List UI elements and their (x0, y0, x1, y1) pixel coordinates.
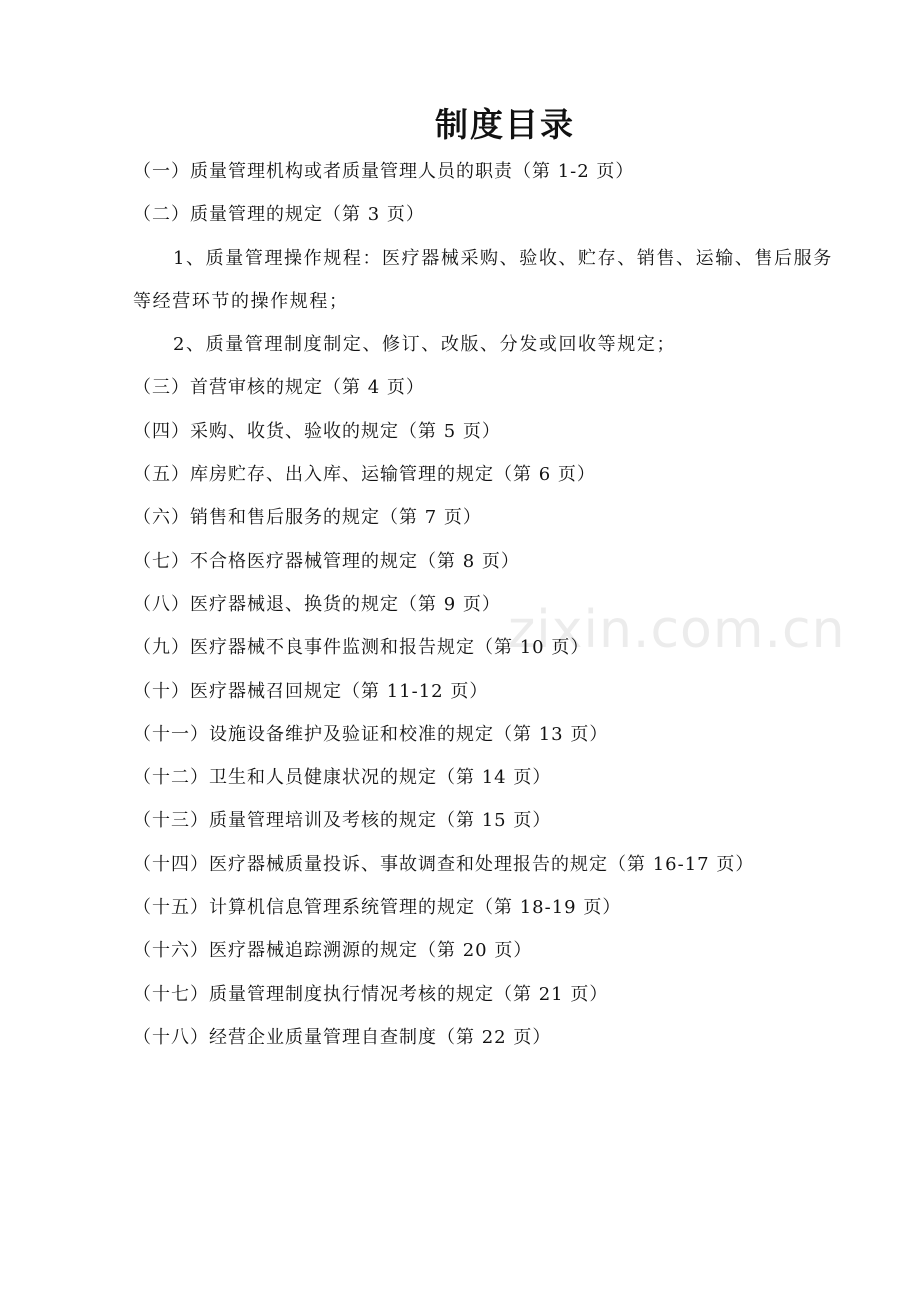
toc-item: （一）质量管理机构或者质量管理人员的职责（第 1-2 页） (133, 161, 635, 182)
toc-item: （十六）医疗器械追踪溯源的规定（第 20 页） (133, 940, 533, 962)
toc-item: （十三）质量管理培训及考核的规定（第 15 页） (133, 810, 552, 832)
toc-subitem: 1、质量管理操作规程：医疗器械采购、验收、贮存、销售、运输、售后服务等经营环节的操作规程； (133, 247, 833, 312)
toc-item: （四）采购、收货、验收的规定（第 5 页） (133, 420, 501, 442)
toc-subitem: 2、质量管理制度制定、修订、改版、分发或回收等规定； (173, 334, 677, 356)
toc-item: （五）库房贮存、出入库、运输管理的规定（第 6 页） (133, 464, 596, 486)
toc-item: （十二）卫生和人员健康状况的规定（第 14 页） (133, 767, 552, 789)
toc-item: （九）医疗器械不良事件监测和报告规定（第 10 页） (133, 637, 590, 659)
toc-item: （三）首营审核的规定（第 4 页） (133, 377, 425, 399)
toc-item: （七）不合格医疗器械管理的规定（第 8 页） (133, 550, 520, 572)
table-of-contents (133, 150, 833, 1059)
toc-item: （十一）设施设备维护及验证和校准的规定（第 13 页） (133, 723, 609, 745)
toc-item: （十七）质量管理制度执行情况考核的规定（第 21 页） (133, 983, 609, 1005)
toc-item: （六）销售和售后服务的规定（第 7 页） (133, 507, 482, 529)
page-title: 制度目录 (435, 105, 575, 144)
toc-item: （十四）医疗器械质量投诉、事故调查和处理报告的规定（第 16-17 页） (133, 853, 755, 875)
toc-item: （十五）计算机信息管理系统管理的规定（第 18-19 页） (133, 897, 622, 919)
watermark: zixin.com.cn (508, 600, 846, 660)
toc-item: （十八）经营企业质量管理自查制度（第 22 页） (133, 1026, 552, 1048)
toc-item: （十）医疗器械召回规定（第 11-12 页） (133, 680, 489, 702)
toc-item: （八）医疗器械退、换货的规定（第 9 页） (133, 593, 501, 615)
toc-item: （二）质量管理的规定（第 3 页） (133, 204, 425, 226)
